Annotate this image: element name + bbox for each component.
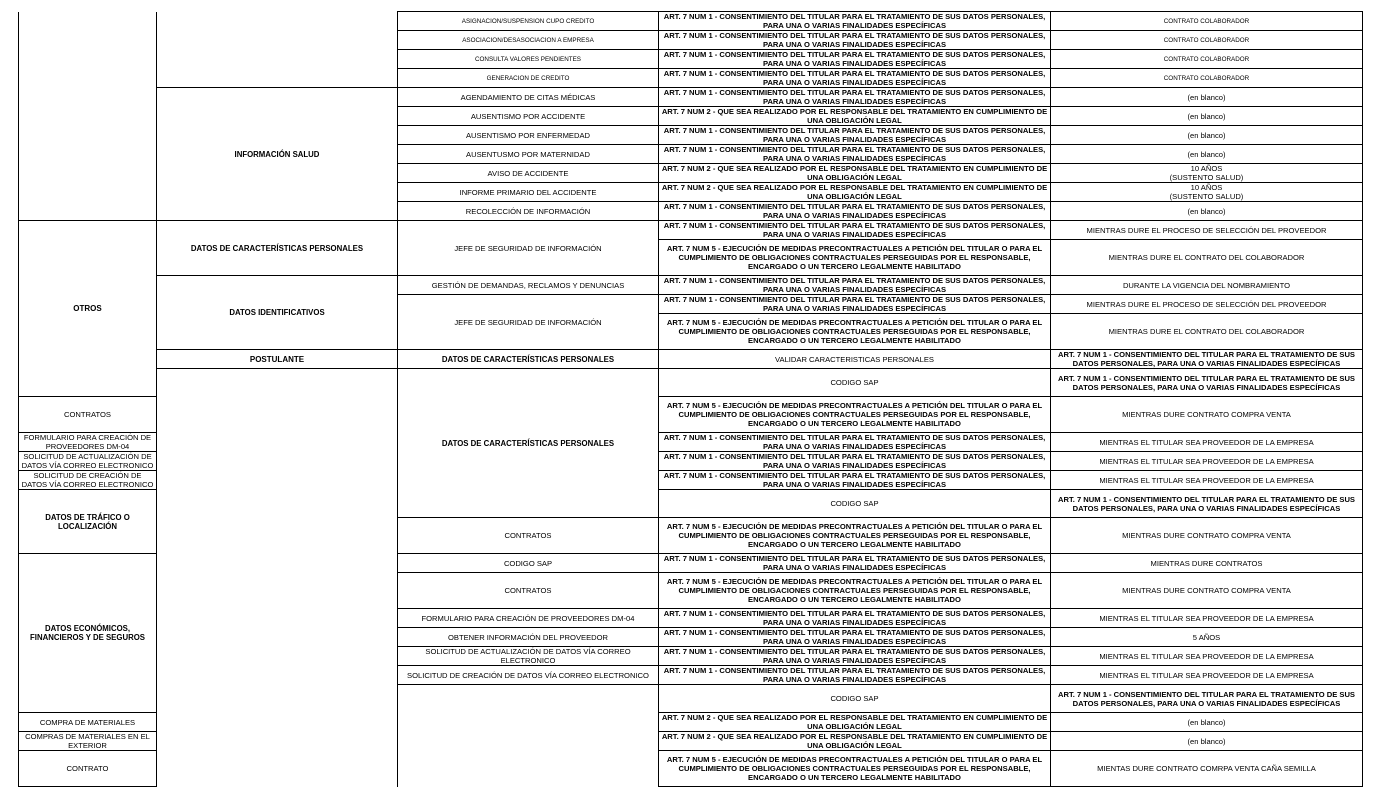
purpose-cell: AVISO DE ACCIDENTE bbox=[398, 164, 659, 183]
retention-cell: (en blanco) bbox=[1051, 88, 1363, 107]
legal-basis-cell: ART. 7 NUM 1 - CONSENTIMIENTO DEL TITULAR PARA EL TRATAMIENTO DE SUS DATOS PERSONALES, PARA UNA O VARIAS FINALIDADES ESPECÍFICAS bbox=[659, 471, 1051, 490]
purpose-cell: CONTRATOS bbox=[398, 573, 659, 609]
category-cell-empty bbox=[398, 685, 659, 787]
purpose-cell: CODIGO SAP bbox=[398, 554, 659, 573]
legal-basis-cell: ART. 7 NUM 5 - EJECUCIÓN DE MEDIDAS PRECONTRACTUALES A PETICIÓN DEL TITULAR O PARA EL CUMPLIMIENTO DE OBLIGACIONES CONTRACTUALES PERSEGUIDAS POR EL RESPONSABLE, ENCARGADO O UN TERCERO LEGALMENTE HABILITADO bbox=[659, 314, 1051, 350]
legal-basis-cell: ART. 7 NUM 1 - CONSENTIMIENTO DEL TITULAR PARA EL TRATAMIENTO DE SUS DATOS PERSONALES, PARA UNA O VARIAS FINALIDADES ESPECÍFICAS bbox=[659, 666, 1051, 685]
purpose-cell: CONTRATO bbox=[19, 751, 157, 787]
legal-basis-cell: ART. 7 NUM 2 - QUE SEA REALIZADO POR EL RESPONSABLE DEL TRATAMIENTO EN CUMPLIMIENTO DE UNA OBLIGACIÓN LEGAL bbox=[659, 732, 1051, 751]
purpose-cell: FORMULARIO PARA CREACIÓN DE PROVEEDORES DM-04 bbox=[19, 433, 157, 452]
retention-cell: MIENTRAS EL TITULAR SEA PROVEEDOR DE LA EMPRESA bbox=[1051, 609, 1363, 628]
purpose-cell: AGENDAMIENTO DE CITAS MÉDICAS bbox=[398, 88, 659, 107]
purpose-cell: COMPRA DE MATERIALES bbox=[19, 713, 157, 732]
retention-cell: MIENTRAS EL TITULAR SEA PROVEEDOR DE LA EMPRESA bbox=[1051, 433, 1363, 452]
retention-cell: (en blanco) bbox=[1051, 713, 1363, 732]
retention-cell: (en blanco) bbox=[1051, 126, 1363, 145]
holder-cell: OTROS bbox=[19, 221, 157, 397]
retention-cell: MIENTRAS DURE EL PROCESO DE SELECCIÓN DEL PROVEEDOR bbox=[1051, 221, 1363, 240]
retention-cell: (en blanco) bbox=[1051, 732, 1363, 751]
purpose-cell: RECOLECCIÓN DE INFORMACIÓN bbox=[398, 202, 659, 221]
legal-basis-cell: ART. 7 NUM 1 - CONSENTIMIENTO DEL TITULAR PARA EL TRATAMIENTO DE SUS DATOS PERSONALES, PARA UNA O VARIAS FINALIDADES ESPECÍFICAS bbox=[659, 628, 1051, 647]
table-row bbox=[19, 276, 1363, 295]
purpose-cell: CONSULTA VALORES PENDIENTES bbox=[398, 50, 659, 69]
retention-cell: MIENTRAS EL TITULAR SEA PROVEEDOR DE LA EMPRESA bbox=[1051, 471, 1363, 490]
category-cell: DATOS DE CARACTERÍSTICAS PERSONALES bbox=[157, 221, 398, 276]
holder-cell: POSTULANTE bbox=[157, 350, 398, 369]
purpose-cell: SOLICITUD DE CREACIÓN DE DATOS VÍA CORREO ELECTRONICO bbox=[398, 666, 659, 685]
legal-basis-cell: ART. 7 NUM 1 - CONSENTIMIENTO DEL TITULAR PARA EL TRATAMIENTO DE SUS DATOS PERSONALES, PARA UNA O VARIAS FINALIDADES ESPECÍFICAS bbox=[1051, 685, 1363, 713]
purpose-cell: CODIGO SAP bbox=[659, 369, 1051, 397]
category-cell: DATOS DE CARACTERÍSTICAS PERSONALES bbox=[398, 369, 659, 518]
retention-cell: MIENTRAS DURE CONTRATO COMPRA VENTA bbox=[1051, 518, 1363, 554]
legal-basis-cell: ART. 7 NUM 1 - CONSENTIMIENTO DEL TITULAR PARA EL TRATAMIENTO DE SUS DATOS PERSONALES, PARA UNA O VARIAS FINALIDADES ESPECÍFICAS bbox=[659, 647, 1051, 666]
legal-basis-cell: ART. 7 NUM 1 - CONSENTIMIENTO DEL TITULAR PARA EL TRATAMIENTO DE SUS DATOS PERSONALES, PARA UNA O VARIAS FINALIDADES ESPECÍFICAS bbox=[659, 69, 1051, 88]
purpose-cell: SOLICITUD DE ACTUALIZACIÓN DE DATOS VÍA CORREO ELECTRONICO bbox=[398, 647, 659, 666]
retention-cell: CONTRATO COLABORADOR bbox=[1051, 31, 1363, 50]
legal-basis-cell: ART. 7 NUM 1 - CONSENTIMIENTO DEL TITULAR PARA EL TRATAMIENTO DE SUS DATOS PERSONALES, PARA UNA O VARIAS FINALIDADES ESPECÍFICAS bbox=[659, 88, 1051, 107]
table-row bbox=[19, 12, 1363, 31]
legal-basis-cell: ART. 7 NUM 1 - CONSENTIMIENTO DEL TITULAR PARA EL TRATAMIENTO DE SUS DATOS PERSONALES, PARA UNA O VARIAS FINALIDADES ESPECÍFICAS bbox=[659, 295, 1051, 314]
legal-basis-cell: ART. 7 NUM 5 - EJECUCIÓN DE MEDIDAS PRECONTRACTUALES A PETICIÓN DEL TITULAR O PARA EL CUMPLIMIENTO DE OBLIGACIONES CONTRACTUALES PERSEGUIDAS POR EL RESPONSABLE, ENCARGADO O UN TERCERO LEGALMENTE HABILITADO bbox=[659, 397, 1051, 433]
purpose-cell: OBTENER INFORMACIÓN DEL PROVEEDOR bbox=[398, 628, 659, 647]
table-row bbox=[19, 88, 1363, 107]
legal-basis-cell: ART. 7 NUM 5 - EJECUCIÓN DE MEDIDAS PRECONTRACTUALES A PETICIÓN DEL TITULAR O PARA EL CUMPLIMIENTO DE OBLIGACIONES CONTRACTUALES PERSEGUIDAS POR EL RESPONSABLE, ENCARGADO O UN TERCERO LEGALMENTE HABILITADO bbox=[659, 518, 1051, 554]
retention-cell: (en blanco) bbox=[1051, 107, 1363, 126]
retention-cell: (en blanco) bbox=[1051, 145, 1363, 164]
table-row bbox=[19, 350, 1363, 369]
legal-basis-cell: ART. 7 NUM 1 - CONSENTIMIENTO DEL TITULAR PARA EL TRATAMIENTO DE SUS DATOS PERSONALES, PARA UNA O VARIAS FINALIDADES ESPECÍFICAS bbox=[1051, 350, 1363, 369]
legal-basis-cell: ART. 7 NUM 1 - CONSENTIMIENTO DEL TITULAR PARA EL TRATAMIENTO DE SUS DATOS PERSONALES, PARA UNA O VARIAS FINALIDADES ESPECÍFICAS bbox=[659, 31, 1051, 50]
purpose-cell: CONTRATOS bbox=[398, 518, 659, 554]
retention-cell: MIENTAS DURE CONTRATO COMRPA VENTA CAÑA SEMILLA bbox=[1051, 751, 1363, 787]
category-cell: DATOS DE TRÁFICO O LOCALIZACIÓN bbox=[19, 490, 157, 554]
category-cell: DATOS ECONÓMICOS, FINANCIEROS Y DE SEGUROS bbox=[19, 554, 157, 713]
table-row bbox=[19, 221, 1363, 240]
legal-basis-cell: ART. 7 NUM 2 - QUE SEA REALIZADO POR EL RESPONSABLE DEL TRATAMIENTO EN CUMPLIMIENTO DE UNA OBLIGACIÓN LEGAL bbox=[659, 164, 1051, 183]
retention-cell: 10 AÑOS (SUSTENTO SALUD) bbox=[1051, 183, 1363, 202]
category-cell: DATOS DE CARACTERÍSTICAS PERSONALES bbox=[398, 350, 659, 369]
legal-basis-cell: ART. 7 NUM 1 - CONSENTIMIENTO DEL TITULAR PARA EL TRATAMIENTO DE SUS DATOS PERSONALES, PARA UNA O VARIAS FINALIDADES ESPECÍFICAS bbox=[1051, 490, 1363, 518]
legal-basis-cell: ART. 7 NUM 1 - CONSENTIMIENTO DEL TITULAR PARA EL TRATAMIENTO DE SUS DATOS PERSONALES, PARA UNA O VARIAS FINALIDADES ESPECÍFICAS bbox=[659, 12, 1051, 31]
purpose-cell: ASIGNACION/SUSPENSION CUPO CREDITO bbox=[398, 12, 659, 31]
purpose-cell: GENERACION DE CREDITO bbox=[398, 69, 659, 88]
purpose-cell: CODIGO SAP bbox=[659, 685, 1051, 713]
holder-cell-empty bbox=[19, 12, 157, 221]
purpose-cell: AUSENTUSMO POR MATERNIDAD bbox=[398, 145, 659, 164]
legal-basis-cell: ART. 7 NUM 2 - QUE SEA REALIZADO POR EL RESPONSABLE DEL TRATAMIENTO EN CUMPLIMIENTO DE UNA OBLIGACIÓN LEGAL bbox=[659, 183, 1051, 202]
purpose-cell: AUSENTISMO POR ENFERMEDAD bbox=[398, 126, 659, 145]
table-row bbox=[19, 369, 1363, 397]
purpose-cell: JEFE DE SEGURIDAD DE INFORMACIÓN bbox=[398, 221, 659, 276]
purpose-cell: CONTRATOS bbox=[19, 397, 157, 433]
retention-cell: (en blanco) bbox=[1051, 202, 1363, 221]
legal-basis-cell: ART. 7 NUM 5 - EJECUCIÓN DE MEDIDAS PRECONTRACTUALES A PETICIÓN DEL TITULAR O PARA EL CUMPLIMIENTO DE OBLIGACIONES CONTRACTUALES PERSEGUIDAS POR EL RESPONSABLE, ENCARGADO O UN TERCERO LEGALMENTE HABILITADO bbox=[659, 240, 1051, 276]
retention-cell: CONTRATO COLABORADOR bbox=[1051, 12, 1363, 31]
legal-basis-cell: ART. 7 NUM 1 - CONSENTIMIENTO DEL TITULAR PARA EL TRATAMIENTO DE SUS DATOS PERSONALES, PARA UNA O VARIAS FINALIDADES ESPECÍFICAS bbox=[659, 609, 1051, 628]
purpose-cell: SOLICITUD DE ACTUALIZACIÓN DE DATOS VÍA CORREO ELECTRONICO bbox=[19, 452, 157, 471]
purpose-cell: FORMULARIO PARA CREACIÓN DE PROVEEDORES DM-04 bbox=[398, 609, 659, 628]
retention-cell: MIENTRAS DURE CONTRATO COMPRA VENTA bbox=[1051, 397, 1363, 433]
legal-basis-cell: ART. 7 NUM 1 - CONSENTIMIENTO DEL TITULAR PARA EL TRATAMIENTO DE SUS DATOS PERSONALES, PARA UNA O VARIAS FINALIDADES ESPECÍFICAS bbox=[659, 433, 1051, 452]
data-treatment-table bbox=[18, 11, 1363, 787]
legal-basis-cell: ART. 7 NUM 1 - CONSENTIMIENTO DEL TITULAR PARA EL TRATAMIENTO DE SUS DATOS PERSONALES, PARA UNA O VARIAS FINALIDADES ESPECÍFICAS bbox=[659, 452, 1051, 471]
purpose-cell: ASOCIACION/DESASOCIACION A EMPRESA bbox=[398, 31, 659, 50]
retention-cell: MIENTRAS EL TITULAR SEA PROVEEDOR DE LA EMPRESA bbox=[1051, 666, 1363, 685]
purpose-cell: INFORME PRIMARIO DEL ACCIDENTE bbox=[398, 183, 659, 202]
retention-cell: MIENTRAS EL TITULAR SEA PROVEEDOR DE LA EMPRESA bbox=[1051, 452, 1363, 471]
category-cell-empty bbox=[157, 12, 398, 88]
legal-basis-cell: ART. 7 NUM 2 - QUE SEA REALIZADO POR EL RESPONSABLE DEL TRATAMIENTO EN CUMPLIMIENTO DE UNA OBLIGACIÓN LEGAL bbox=[659, 107, 1051, 126]
purpose-cell: SOLICITUD DE CREACIÓN DE DATOS VÍA CORREO ELECTRONICO bbox=[19, 471, 157, 490]
legal-basis-cell: ART. 7 NUM 1 - CONSENTIMIENTO DEL TITULAR PARA EL TRATAMIENTO DE SUS DATOS PERSONALES, PARA UNA O VARIAS FINALIDADES ESPECÍFICAS bbox=[659, 145, 1051, 164]
retention-cell: MIENTRAS DURE CONTRATOS bbox=[1051, 554, 1363, 573]
purpose-cell: GESTIÓN DE DEMANDAS, RECLAMOS Y DENUNCIAS bbox=[398, 276, 659, 295]
legal-basis-cell: ART. 7 NUM 1 - CONSENTIMIENTO DEL TITULAR PARA EL TRATAMIENTO DE SUS DATOS PERSONALES, PARA UNA O VARIAS FINALIDADES ESPECÍFICAS bbox=[659, 50, 1051, 69]
category-cell: DATOS IDENTIFICATIVOS bbox=[157, 276, 398, 350]
retention-cell: MIENTRAS DURE EL CONTRATO DEL COLABORADOR bbox=[1051, 314, 1363, 350]
legal-basis-cell: ART. 7 NUM 1 - CONSENTIMIENTO DEL TITULAR PARA EL TRATAMIENTO DE SUS DATOS PERSONALES, PARA UNA O VARIAS FINALIDADES ESPECÍFICAS bbox=[659, 126, 1051, 145]
retention-cell: MIENTRAS DURE EL CONTRATO DEL COLABORADOR bbox=[1051, 240, 1363, 276]
legal-basis-cell: ART. 7 NUM 1 - CONSENTIMIENTO DEL TITULAR PARA EL TRATAMIENTO DE SUS DATOS PERSONALES, PARA UNA O VARIAS FINALIDADES ESPECÍFICAS bbox=[659, 221, 1051, 240]
purpose-cell: JEFE DE SEGURIDAD DE INFORMACIÓN bbox=[398, 295, 659, 350]
retention-cell: MIENTRAS DURE CONTRATO COMPRA VENTA bbox=[1051, 573, 1363, 609]
legal-basis-cell: ART. 7 NUM 1 - CONSENTIMIENTO DEL TITULAR PARA EL TRATAMIENTO DE SUS DATOS PERSONALES, PARA UNA O VARIAS FINALIDADES ESPECÍFICAS bbox=[659, 202, 1051, 221]
legal-basis-cell: ART. 7 NUM 5 - EJECUCIÓN DE MEDIDAS PRECONTRACTUALES A PETICIÓN DEL TITULAR O PARA EL CUMPLIMIENTO DE OBLIGACIONES CONTRACTUALES PERSEGUIDAS POR EL RESPONSABLE, ENCARGADO O UN TERCERO LEGALMENTE HABILITADO bbox=[659, 751, 1051, 787]
retention-cell: 10 AÑOS (SUSTENTO SALUD) bbox=[1051, 164, 1363, 183]
purpose-cell: CODIGO SAP bbox=[659, 490, 1051, 518]
legal-basis-cell: ART. 7 NUM 5 - EJECUCIÓN DE MEDIDAS PRECONTRACTUALES A PETICIÓN DEL TITULAR O PARA EL CUMPLIMIENTO DE OBLIGACIONES CONTRACTUALES PERSEGUIDAS POR EL RESPONSABLE, ENCARGADO O UN TERCERO LEGALMENTE HABILITADO bbox=[659, 573, 1051, 609]
data-treatment-table-wrapper bbox=[18, 11, 1362, 787]
retention-cell: CONTRATO COLABORADOR bbox=[1051, 69, 1363, 88]
purpose-cell: VALIDAR CARACTERISTICAS PERSONALES bbox=[659, 350, 1051, 369]
legal-basis-cell: ART. 7 NUM 1 - CONSENTIMIENTO DEL TITULAR PARA EL TRATAMIENTO DE SUS DATOS PERSONALES, PARA UNA O VARIAS FINALIDADES ESPECÍFICAS bbox=[1051, 369, 1363, 397]
retention-cell: CONTRATO COLABORADOR bbox=[1051, 50, 1363, 69]
category-cell: INFORMACIÓN SALUD bbox=[157, 88, 398, 221]
legal-basis-cell: ART. 7 NUM 1 - CONSENTIMIENTO DEL TITULAR PARA EL TRATAMIENTO DE SUS DATOS PERSONALES, PARA UNA O VARIAS FINALIDADES ESPECÍFICAS bbox=[659, 554, 1051, 573]
legal-basis-cell: ART. 7 NUM 2 - QUE SEA REALIZADO POR EL RESPONSABLE DEL TRATAMIENTO EN CUMPLIMIENTO DE UNA OBLIGACIÓN LEGAL bbox=[659, 713, 1051, 732]
purpose-cell: COMPRAS DE MATERIALES EN EL EXTERIOR bbox=[19, 732, 157, 751]
retention-cell: MIENTRAS DURE EL PROCESO DE SELECCIÓN DEL PROVEEDOR bbox=[1051, 295, 1363, 314]
holder-cell-empty bbox=[157, 369, 398, 787]
legal-basis-cell: ART. 7 NUM 1 - CONSENTIMIENTO DEL TITULAR PARA EL TRATAMIENTO DE SUS DATOS PERSONALES, PARA UNA O VARIAS FINALIDADES ESPECÍFICAS bbox=[659, 276, 1051, 295]
retention-cell: 5 AÑOS bbox=[1051, 628, 1363, 647]
retention-cell: MIENTRAS EL TITULAR SEA PROVEEDOR DE LA EMPRESA bbox=[1051, 647, 1363, 666]
retention-cell: DURANTE LA VIGENCIA DEL NOMBRAMIENTO bbox=[1051, 276, 1363, 295]
purpose-cell: AUSENTISMO POR ACCIDENTE bbox=[398, 107, 659, 126]
